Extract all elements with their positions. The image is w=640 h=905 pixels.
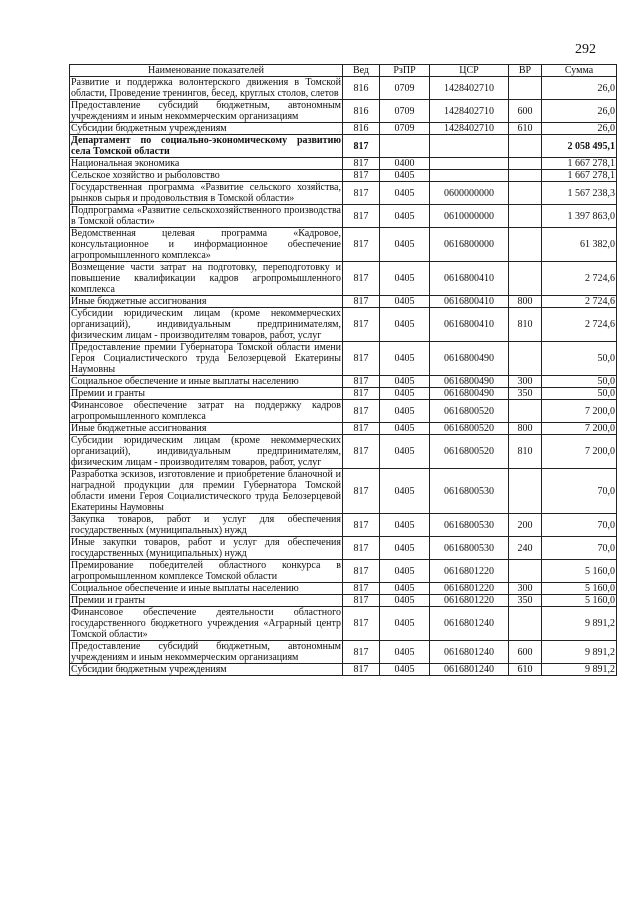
cell-ved: 816 xyxy=(343,100,380,123)
cell-vr xyxy=(509,560,542,583)
cell-sum: 9 891,2 xyxy=(542,641,617,664)
cell-rzpr: 0405 xyxy=(380,595,430,607)
table-row xyxy=(70,583,617,595)
cell-rzpr: 0405 xyxy=(380,435,430,469)
cell-sum: 2 724,6 xyxy=(542,296,617,308)
cell-vr: 600 xyxy=(509,100,542,123)
budget-table xyxy=(69,64,617,676)
table-row xyxy=(70,205,617,228)
cell-ved: 817 xyxy=(343,423,380,435)
table-row xyxy=(70,469,617,514)
cell-ved: 817 xyxy=(343,205,380,228)
cell-ved: 817 xyxy=(343,583,380,595)
table-row xyxy=(70,560,617,583)
cell-rzpr: 0405 xyxy=(380,182,430,205)
cell-sum: 2 724,6 xyxy=(542,262,617,296)
cell-vr xyxy=(509,205,542,228)
cell-rzpr: 0405 xyxy=(380,170,430,182)
cell-name: Предоставление премии Губернатора Томской области имени Героя Социалистического труда Белозерцевой Екатерины Наумовны xyxy=(71,342,341,375)
cell-vr: 200 xyxy=(509,514,542,537)
cell-rzpr: 0405 xyxy=(380,583,430,595)
header-sum: Сумма xyxy=(542,65,617,77)
cell-csr: 0616800410 xyxy=(430,262,509,296)
cell-rzpr: 0405 xyxy=(380,560,430,583)
cell-ved: 817 xyxy=(343,595,380,607)
table-row xyxy=(70,228,617,262)
cell-sum: 7 200,0 xyxy=(542,423,617,435)
table-row xyxy=(70,158,617,170)
table-row xyxy=(70,296,617,308)
cell-ved: 817 xyxy=(343,135,380,158)
cell-csr: 0616801220 xyxy=(430,595,509,607)
cell-csr xyxy=(430,158,509,170)
cell-csr: 1428402710 xyxy=(430,123,509,135)
cell-ved: 816 xyxy=(343,77,380,100)
cell-sum: 2 724,6 xyxy=(542,308,617,342)
table-row xyxy=(70,423,617,435)
cell-ved: 817 xyxy=(343,158,380,170)
cell-csr: 0616800520 xyxy=(430,423,509,435)
cell-ved: 817 xyxy=(343,560,380,583)
cell-sum: 1 567 238,3 xyxy=(542,182,617,205)
cell-name: Премии и гранты xyxy=(70,388,343,400)
cell-csr: 0616800520 xyxy=(430,435,509,469)
cell-rzpr: 0405 xyxy=(380,228,430,262)
cell-rzpr: 0405 xyxy=(380,423,430,435)
table-row xyxy=(70,77,617,100)
cell-name: Предоставление субсидий бюджетным, автономным учреждениям и иным некоммерческим организациям xyxy=(71,100,341,122)
cell-name: Возмещение части затрат на подготовку, переподготовку и повышение квалификации кадров агропромышленного комплекса xyxy=(71,262,341,295)
cell-vr xyxy=(509,400,542,423)
cell-csr: 0616801240 xyxy=(430,607,509,641)
cell-name: Субсидии бюджетным учреждениям xyxy=(70,664,343,676)
cell-ved: 817 xyxy=(343,435,380,469)
table-row xyxy=(70,537,617,560)
cell-rzpr: 0405 xyxy=(380,388,430,400)
cell-rzpr: 0405 xyxy=(380,514,430,537)
cell-name: Финансовое обеспечение деятельности областного государственного бюджетного учреждения «Аграрный центр Томской области» xyxy=(71,607,341,640)
cell-rzpr: 0709 xyxy=(380,77,430,100)
table-row xyxy=(70,664,617,676)
header-csr: ЦСР xyxy=(430,65,509,77)
cell-sum: 1 667 278,1 xyxy=(542,158,617,170)
cell-rzpr: 0405 xyxy=(380,342,430,376)
cell-csr: 0616800410 xyxy=(430,308,509,342)
cell-vr: 800 xyxy=(509,423,542,435)
cell-sum: 1 667 278,1 xyxy=(542,170,617,182)
cell-vr: 350 xyxy=(509,388,542,400)
cell-sum: 70,0 xyxy=(542,537,617,560)
cell-ved: 817 xyxy=(343,664,380,676)
table-row xyxy=(70,135,617,158)
cell-vr: 810 xyxy=(509,308,542,342)
cell-name: Субсидии бюджетным учреждениям xyxy=(70,123,343,135)
cell-ved: 817 xyxy=(343,537,380,560)
cell-vr: 300 xyxy=(509,583,542,595)
cell-name: Субсидии юридическим лицам (кроме некоммерческих организаций), индивидуальным предпринимателям, физическим лицам - производителям товаров, работ, услуг xyxy=(71,308,341,341)
cell-name: Премирование победителей областного конкурса в агропромышленном комплексе Томской области xyxy=(71,560,341,582)
cell-vr xyxy=(509,469,542,514)
cell-name: Социальное обеспечение и иные выплаты населению xyxy=(70,376,343,388)
cell-sum: 70,0 xyxy=(542,514,617,537)
cell-ved: 817 xyxy=(343,641,380,664)
cell-sum: 61 382,0 xyxy=(542,228,617,262)
cell-sum: 5 160,0 xyxy=(542,560,617,583)
cell-name: Сельское хозяйство и рыболовство xyxy=(70,170,343,182)
cell-rzpr: 0405 xyxy=(380,376,430,388)
table-row xyxy=(70,342,617,376)
header-ved: Вед xyxy=(343,65,380,77)
cell-sum: 5 160,0 xyxy=(542,583,617,595)
cell-csr: 0616800490 xyxy=(430,388,509,400)
cell-csr: 0616801240 xyxy=(430,641,509,664)
cell-rzpr: 0405 xyxy=(380,607,430,641)
cell-csr: 0616800000 xyxy=(430,228,509,262)
cell-csr: 1428402710 xyxy=(430,100,509,123)
table-row xyxy=(70,100,617,123)
cell-ved: 817 xyxy=(343,170,380,182)
cell-vr xyxy=(509,135,542,158)
table-row xyxy=(70,123,617,135)
cell-vr xyxy=(509,607,542,641)
cell-name: Иные бюджетные ассигнования xyxy=(70,296,343,308)
cell-csr: 0616801240 xyxy=(430,664,509,676)
table-row xyxy=(70,514,617,537)
header-name: Наименование показателей xyxy=(70,65,343,77)
cell-name: Иные закупки товаров, работ и услуг для обеспечения государственных (муниципальных) нужд xyxy=(71,537,341,559)
cell-vr: 610 xyxy=(509,664,542,676)
table-header-row xyxy=(70,65,617,77)
cell-vr: 300 xyxy=(509,376,542,388)
cell-vr: 600 xyxy=(509,641,542,664)
cell-rzpr: 0405 xyxy=(380,469,430,514)
cell-rzpr: 0405 xyxy=(380,400,430,423)
cell-sum: 7 200,0 xyxy=(542,400,617,423)
cell-sum: 50,0 xyxy=(542,342,617,376)
cell-vr xyxy=(509,262,542,296)
cell-ved: 816 xyxy=(343,123,380,135)
table-row xyxy=(70,595,617,607)
cell-vr xyxy=(509,170,542,182)
cell-csr: 0610000000 xyxy=(430,205,509,228)
cell-vr: 800 xyxy=(509,296,542,308)
table-row xyxy=(70,641,617,664)
cell-name: Ведомственная целевая программа «Кадровое, консультационное и информационное обеспечение агропромышленного комплекса» xyxy=(71,228,341,261)
cell-vr xyxy=(509,77,542,100)
cell-name: Иные бюджетные ассигнования xyxy=(70,423,343,435)
table-row xyxy=(70,308,617,342)
cell-name: Государственная программа «Развитие сельского хозяйства, рынков сырья и продовольствия в Томской области» xyxy=(71,182,341,204)
table-row xyxy=(70,435,617,469)
cell-rzpr: 0405 xyxy=(380,641,430,664)
cell-csr: 0616801220 xyxy=(430,560,509,583)
cell-ved: 817 xyxy=(343,262,380,296)
cell-csr: 0616800530 xyxy=(430,514,509,537)
cell-sum: 7 200,0 xyxy=(542,435,617,469)
cell-csr: 1428402710 xyxy=(430,77,509,100)
table-row xyxy=(70,607,617,641)
cell-name: Департамент по социально-экономическому развитию села Томской области xyxy=(71,135,341,157)
cell-csr: 0616800490 xyxy=(430,342,509,376)
cell-rzpr: 0405 xyxy=(380,308,430,342)
cell-rzpr: 0405 xyxy=(380,296,430,308)
cell-vr xyxy=(509,182,542,205)
cell-name: Национальная экономика xyxy=(70,158,343,170)
cell-csr xyxy=(430,135,509,158)
cell-ved: 817 xyxy=(343,514,380,537)
table-row xyxy=(70,388,617,400)
cell-sum: 50,0 xyxy=(542,376,617,388)
cell-csr: 0616800520 xyxy=(430,400,509,423)
cell-sum: 2 058 495,1 xyxy=(542,135,617,158)
table-row xyxy=(70,376,617,388)
cell-vr xyxy=(509,228,542,262)
cell-sum: 1 397 863,0 xyxy=(542,205,617,228)
cell-csr: 0616800490 xyxy=(430,376,509,388)
cell-name: Развитие и поддержка волонтерского движения в Томской области, Проведение тренингов, бесед, круглых столов, слетов xyxy=(71,77,341,99)
cell-csr: 0616800530 xyxy=(430,469,509,514)
table-row xyxy=(70,262,617,296)
cell-ved: 817 xyxy=(343,400,380,423)
cell-sum: 26,0 xyxy=(542,77,617,100)
cell-vr xyxy=(509,342,542,376)
cell-rzpr: 0405 xyxy=(380,537,430,560)
cell-sum: 26,0 xyxy=(542,100,617,123)
cell-csr: 0616801220 xyxy=(430,583,509,595)
cell-vr: 350 xyxy=(509,595,542,607)
cell-csr: 0616800410 xyxy=(430,296,509,308)
cell-name: Финансовое обеспечение затрат на поддержку кадров агропромышленного комплекса xyxy=(71,400,341,422)
cell-rzpr: 0405 xyxy=(380,205,430,228)
table-body xyxy=(70,77,617,676)
cell-sum: 9 891,2 xyxy=(542,664,617,676)
cell-sum: 50,0 xyxy=(542,388,617,400)
cell-vr: 810 xyxy=(509,435,542,469)
cell-sum: 5 160,0 xyxy=(542,595,617,607)
cell-sum: 9 891,2 xyxy=(542,607,617,641)
cell-ved: 817 xyxy=(343,296,380,308)
table-row xyxy=(70,170,617,182)
cell-csr: 0600000000 xyxy=(430,182,509,205)
cell-rzpr xyxy=(380,135,430,158)
cell-name: Подпрограмма «Развитие сельскохозяйственного производства в Томской области» xyxy=(71,205,341,227)
cell-rzpr: 0405 xyxy=(380,262,430,296)
cell-name: Разработка эскизов, изготовление и приобретение бланочной и наградной продукции для премии Губернатора Томской области имени Героя Социалистического труда Белозерцевой Екатерины Наумовны xyxy=(71,469,341,513)
cell-ved: 817 xyxy=(343,308,380,342)
header-vr: ВР xyxy=(509,65,542,77)
cell-ved: 817 xyxy=(343,228,380,262)
cell-csr xyxy=(430,170,509,182)
cell-rzpr: 0709 xyxy=(380,123,430,135)
header-rzpr: РзПР xyxy=(380,65,430,77)
cell-rzpr: 0400 xyxy=(380,158,430,170)
cell-ved: 817 xyxy=(343,376,380,388)
cell-csr: 0616800530 xyxy=(430,537,509,560)
cell-name: Субсидии юридическим лицам (кроме некоммерческих организаций), индивидуальным предпринимателям, физическим лицам - производителям товаров, работ, услуг xyxy=(71,435,341,468)
cell-sum: 26,0 xyxy=(542,123,617,135)
cell-ved: 817 xyxy=(343,469,380,514)
cell-sum: 70,0 xyxy=(542,469,617,514)
cell-ved: 817 xyxy=(343,607,380,641)
cell-rzpr: 0405 xyxy=(380,664,430,676)
cell-ved: 817 xyxy=(343,342,380,376)
page-number: 292 xyxy=(575,42,596,57)
cell-rzpr: 0709 xyxy=(380,100,430,123)
cell-vr: 610 xyxy=(509,123,542,135)
cell-name: Предоставление субсидий бюджетным, автономным учреждениям и иным некоммерческим организациям xyxy=(71,641,341,663)
table-row xyxy=(70,400,617,423)
cell-name: Закупка товаров, работ и услуг для обеспечения государственных (муниципальных) нужд xyxy=(71,514,341,536)
cell-name: Премии и гранты xyxy=(70,595,343,607)
cell-vr: 240 xyxy=(509,537,542,560)
table-row xyxy=(70,182,617,205)
cell-ved: 817 xyxy=(343,182,380,205)
cell-name: Социальное обеспечение и иные выплаты населению xyxy=(70,583,343,595)
cell-ved: 817 xyxy=(343,388,380,400)
cell-vr xyxy=(509,158,542,170)
